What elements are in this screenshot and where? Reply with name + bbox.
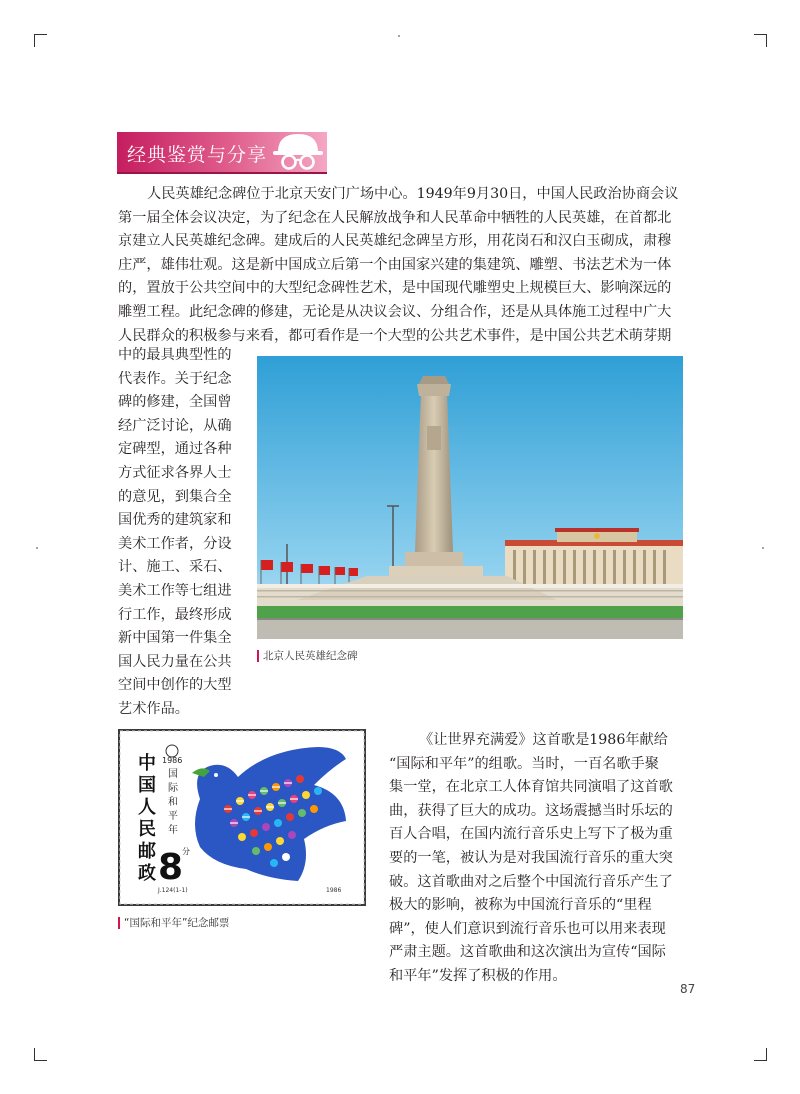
- hat-glasses-icon: [270, 130, 326, 174]
- section-banner: [117, 132, 327, 172]
- text-line: 碑”，使人们意识到流行音乐也可以用来表现: [389, 920, 666, 937]
- monument-caption: 北京人民英雄纪念碑: [257, 650, 358, 662]
- text-line: 美术工作等七组进: [118, 582, 232, 599]
- section-title: 经典鉴赏与分享: [127, 144, 268, 166]
- text-line: 新中国第一件集全: [118, 630, 232, 647]
- text-line: 国人民力量在公共: [118, 653, 232, 670]
- svg-text:政: 政: [138, 863, 156, 884]
- text-line: 庄严，雄伟壮观。这是新中国成立后第一个由国家兴建的集建筑、雕塑、书法艺术为一体: [118, 256, 672, 273]
- text-line: 行工作，最终形成: [118, 606, 232, 623]
- text-line: 要的一笔，被认为是对我国流行音乐的重大突: [389, 849, 673, 866]
- text-line: 严肃主题。这首歌曲和这次演出为宣传“国际: [389, 944, 666, 961]
- text-line: 人民英雄纪念碑位于北京天安门广场中心。1949年9月30日，中国人民政治协商会议: [147, 186, 679, 202]
- crop-mark-top-left: [34, 34, 47, 47]
- svg-text:年: 年: [168, 825, 178, 836]
- text-line: 计、施工、采石、: [118, 559, 232, 576]
- text-line: 集一堂，在北京工人体育馆共同演唱了这首歌: [389, 779, 673, 796]
- stamp-year-small: 1986: [162, 756, 183, 765]
- crop-mark-bottom-left: [34, 1048, 47, 1061]
- stamp-value: 8: [158, 847, 184, 888]
- text-line: 和平年”发挥了积极的作用。: [389, 967, 567, 984]
- svg-text:民: 民: [138, 819, 156, 840]
- text-line: 代表作。关于纪念: [118, 370, 232, 387]
- svg-text:人: 人: [138, 797, 156, 818]
- text-line: 定碑型，通过各种: [118, 441, 232, 458]
- text-line: 国优秀的建筑家和: [118, 512, 232, 529]
- text-line: 中的最具典型性的: [118, 347, 232, 363]
- text-line: 空间中创作的大型: [118, 677, 232, 694]
- text-line: 《让世界充满爱》这首歌是1986年献给: [419, 732, 668, 748]
- text-line: 第一届全体会议决定，为了纪念在人民解放战争和人民革命中牺牲的人民英雄，在首都北: [118, 209, 672, 226]
- registration-dot: [762, 547, 764, 549]
- text-line: 艺术作品。: [118, 700, 189, 717]
- stamp-code: J.124(1-1): [158, 887, 188, 894]
- text-line: 的，置放于公共空间中的大型纪念碑性艺术，是中国现代雕塑史上规模巨大、影响深远的: [118, 280, 672, 297]
- text-line: 百人合唱，在国内流行音乐史上写下了极为重: [389, 826, 673, 843]
- page-number: 87: [680, 982, 696, 996]
- text-line: 的意见，到集合全: [118, 488, 232, 505]
- svg-text:邮: 邮: [138, 841, 156, 862]
- text-line: 京建立人民英雄纪念碑。建成后的人民英雄纪念碑呈方形，用花岗石和汉白玉砌成，肃穆: [118, 233, 672, 250]
- svg-text:国: 国: [138, 775, 156, 796]
- crop-mark-top-right: [754, 34, 767, 47]
- stamp-caption: “国际和平年”纪念邮票: [118, 917, 229, 929]
- stamp-year-bottom: 1986: [326, 887, 342, 894]
- text-line: 人民群众的积极参与来看，都可看作是一个大型的公共艺术事件，是中国公共艺术萌芽期: [118, 327, 672, 344]
- text-line: 方式征求各界人士: [118, 464, 232, 481]
- text-line: 碑的修建，全国曾: [118, 394, 232, 411]
- svg-text:中: 中: [138, 753, 156, 774]
- text-line: 曲，获得了巨大的成功。这场震撼当时乐坛的: [389, 802, 673, 819]
- svg-text:平: 平: [168, 811, 178, 822]
- monument-photo: [257, 356, 683, 639]
- text-line: 美术工作者，分设: [118, 535, 232, 552]
- registration-dot: [398, 35, 400, 37]
- crop-mark-bottom-right: [754, 1048, 767, 1061]
- stamp-unit: 分: [182, 847, 190, 856]
- text-line: 极大的影响，被称为中国流行音乐的“里程: [389, 897, 652, 914]
- monument-paragraph: [118, 183, 684, 348]
- svg-text:和: 和: [168, 797, 178, 808]
- svg-text:际: 际: [168, 783, 178, 794]
- registration-dot: [36, 547, 38, 549]
- text-line: 经广泛讨论，从确: [118, 417, 232, 434]
- monument-paragraph-continued: [118, 344, 246, 722]
- svg-text:国: 国: [168, 769, 178, 780]
- text-line: 雕塑工程。此纪念碑的修建，无论是从决议会议、分组合作，还是从具体施工过程中广大: [118, 303, 672, 320]
- text-line: 破。这首歌曲对之后整个中国流行音乐产生了: [389, 873, 673, 890]
- song-paragraph: [389, 729, 685, 989]
- peace-year-stamp: [118, 729, 366, 906]
- text-line: “国际和平年”的组歌。当时，一百名歌手聚: [389, 755, 659, 772]
